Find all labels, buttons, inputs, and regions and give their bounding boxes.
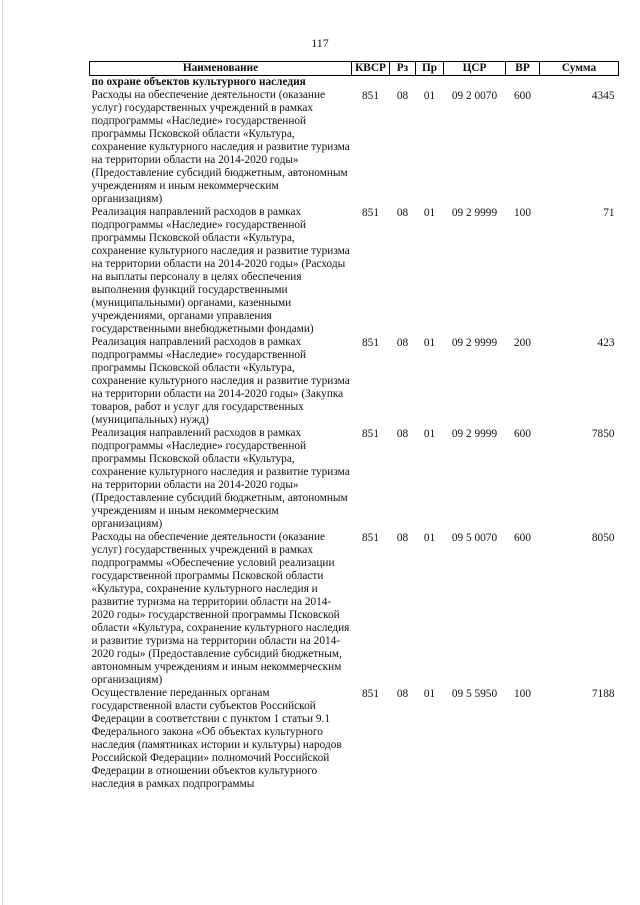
row-csr: 09 2 9999 xyxy=(451,428,498,440)
header-sum: Сумма xyxy=(540,62,619,76)
row-rz: 08 xyxy=(396,207,409,219)
section-title-row xyxy=(90,76,619,90)
header-vr: ВР xyxy=(506,62,540,76)
row-name: Реализация направлений расходов в рамках подпрограммы «Наследие» государственной программы Псковской области «Культура, сохранение культурного наследия и развитие туризма на территории области на 2014-2020 годы» (Предоставление субсидий бюджетным, автономным учреждениям и иным некоммерческим организациям) xyxy=(91,427,350,530)
section-title: по охране объектов культурного наследия xyxy=(91,76,306,88)
row-csr: 09 2 9999 xyxy=(451,337,498,349)
row-kvsr: 851 xyxy=(362,532,379,544)
row-sum: 7188 xyxy=(591,688,615,700)
row-kvsr: 851 xyxy=(362,337,379,349)
header-csr: ЦСР xyxy=(444,62,506,76)
row-sum: 4345 xyxy=(591,90,615,102)
row-vr: 100 xyxy=(514,207,531,219)
row-kvsr: 851 xyxy=(362,428,379,440)
row-csr: 09 5 5950 xyxy=(451,688,498,700)
row-sum: 8050 xyxy=(591,532,615,544)
row-name: Расходы на обеспечение деятельности (оказание услуг) государственных учреждений в рамках подпрограммы «Наследие» государственной программы Псковской области «Культура, сохранение культурного наследия и развитие туризма на территории области на 2014-2020 годы» (Предоставление субсидий бюджетным, автономным учреждениям и иным некоммерческим организациям) xyxy=(91,89,350,205)
row-pr: 01 xyxy=(423,90,436,102)
table-row xyxy=(90,206,619,336)
header-pr: Пр xyxy=(416,62,444,76)
row-pr: 01 xyxy=(423,532,436,544)
row-rz: 08 xyxy=(396,532,409,544)
page-number: 117 xyxy=(311,36,329,50)
header-rz: Рз xyxy=(390,62,416,76)
row-name: Реализация направлений расходов в рамках подпрограммы «Наследие» государственной программы Псковской области «Культура, сохранение культурного наследия и развитие туризма на территории области на 2014-2020 годы» (Закупка товаров, работ и услуг для государственных (муниципальных) нужд) xyxy=(91,336,350,426)
row-pr: 01 xyxy=(423,337,436,349)
row-name: Осуществление переданных органам государственной власти субъектов Российской Федерации в соответствии с пунктом 1 статьи 9.1 Федерального закона «Об объектах культурного наследия (памятниках истории и культуры) народов Российской Федерации» полномочий Российской Федерации в отношении объектов культурного наследия в рамках подпрограммы xyxy=(91,687,342,790)
row-pr: 01 xyxy=(423,428,436,440)
header-kvsr: КВСР xyxy=(352,62,390,76)
table-row xyxy=(90,687,619,791)
row-vr: 600 xyxy=(514,428,531,440)
row-kvsr: 851 xyxy=(362,207,379,219)
row-rz: 08 xyxy=(396,90,409,102)
row-pr: 01 xyxy=(423,207,436,219)
row-vr: 200 xyxy=(514,337,531,349)
header-name: Наименование xyxy=(90,62,352,76)
row-rz: 08 xyxy=(396,688,409,700)
table-body xyxy=(90,76,619,792)
table-row xyxy=(90,336,619,427)
header-row xyxy=(90,62,619,76)
row-sum: 71 xyxy=(603,207,615,219)
row-rz: 08 xyxy=(396,337,409,349)
row-csr: 09 2 0070 xyxy=(451,90,498,102)
table-row xyxy=(90,531,619,687)
row-sum: 7850 xyxy=(591,428,615,440)
row-vr: 100 xyxy=(514,688,531,700)
row-pr: 01 xyxy=(423,688,436,700)
table-header xyxy=(90,62,619,76)
row-rz: 08 xyxy=(396,428,409,440)
row-sum: 423 xyxy=(597,337,615,349)
row-kvsr: 851 xyxy=(362,90,379,102)
row-csr: 09 2 9999 xyxy=(451,207,498,219)
page-edge-shadow xyxy=(2,0,3,905)
row-csr: 09 5 0070 xyxy=(451,532,498,544)
table-row xyxy=(90,89,619,206)
row-vr: 600 xyxy=(514,532,531,544)
row-name: Реализация направлений расходов в рамках подпрограммы «Наследие» государственной программы Псковской области «Культура, сохранение культурного наследия и развитие туризма на территории области на 2014-2020 годы» (Расходы на выплаты персоналу в целях обеспечения выполнения функций государственными (муниципальными) органами, казенными учреждениями, органами управления государственными внебюджетными фондами) xyxy=(91,206,350,335)
row-name: Расходы на обеспечение деятельности (оказание услуг) государственных учреждений в рамках подпрограммы «Обеспечение условий реализации государственной программы Псковской области «Культура, сохранение культурного наследия и развитие туризма на территории области на 2014-2020 годы» государственной программы Псковской области «Культура, сохранение культурного наследия и развитие туризма на территории области на 2014-2020 годы» (Предоставление субсидий бюджетным, автономным учреждениям и иным некоммерческим организациям) xyxy=(91,531,350,686)
row-kvsr: 851 xyxy=(362,688,379,700)
table-row xyxy=(90,427,619,531)
row-vr: 600 xyxy=(514,90,531,102)
budget-table xyxy=(89,61,619,791)
